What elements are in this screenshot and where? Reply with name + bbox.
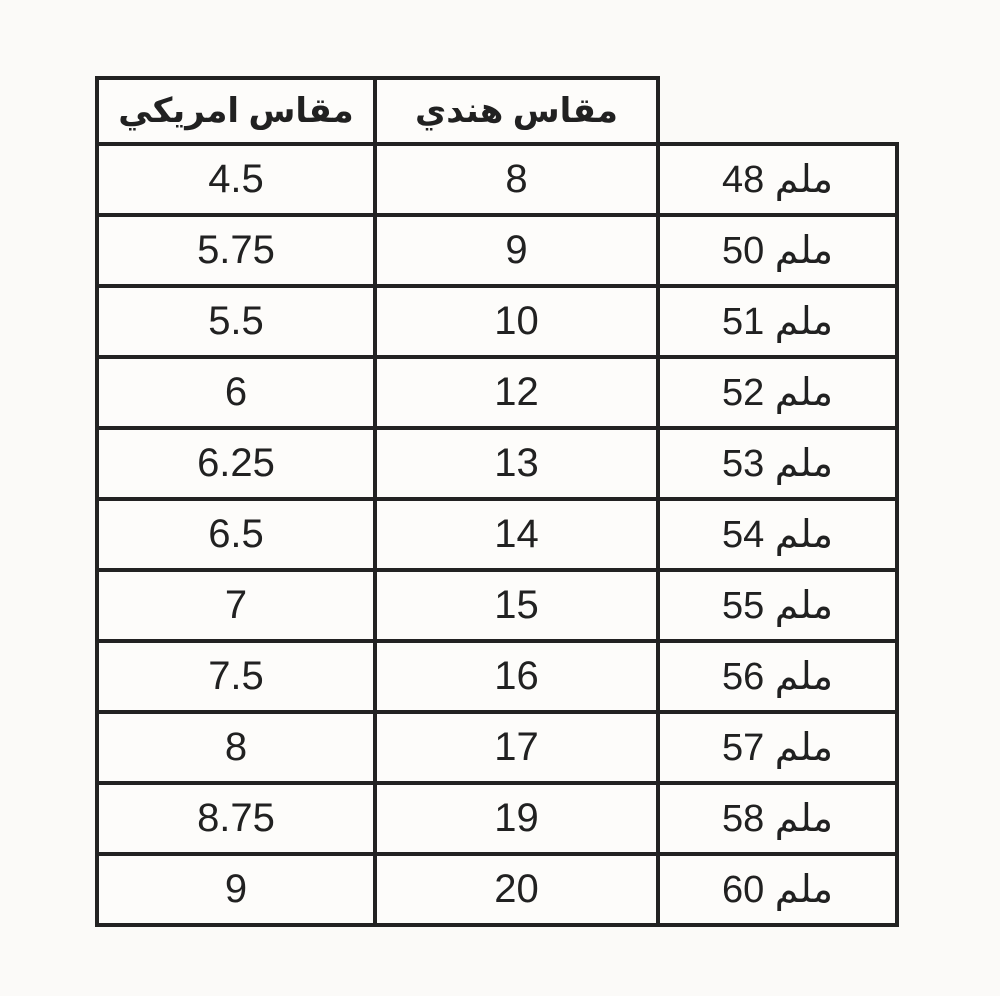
mm-cell: 57 ملم: [658, 712, 897, 783]
indian-size-cell: 17: [375, 712, 658, 783]
indian-size-header: مقاس هندي: [375, 78, 658, 144]
american-size-cell: 6.5: [97, 499, 375, 570]
indian-size-cell: 9: [375, 215, 658, 286]
table-row: [97, 570, 897, 641]
american-size-cell: 5.5: [97, 286, 375, 357]
table-row: [97, 783, 897, 854]
american-size-cell: 8: [97, 712, 375, 783]
american-size-cell: 8.75: [97, 783, 375, 854]
indian-size-cell: 13: [375, 428, 658, 499]
american-size-cell: 9: [97, 854, 375, 925]
american-size-header: مقاس امريكي: [97, 78, 375, 144]
indian-size-cell: 10: [375, 286, 658, 357]
indian-size-cell: 14: [375, 499, 658, 570]
indian-size-cell: 8: [375, 144, 658, 215]
table-row: [97, 712, 897, 783]
table-row: [97, 215, 897, 286]
mm-cell: 51 ملم: [658, 286, 897, 357]
table-row: [97, 854, 897, 925]
table-row: [97, 499, 897, 570]
mm-cell: 50 ملم: [658, 215, 897, 286]
table-row: [97, 641, 897, 712]
mm-cell: 48 ملم: [658, 144, 897, 215]
table-row: [97, 144, 897, 215]
american-size-cell: 6.25: [97, 428, 375, 499]
mm-cell: 52 ملم: [658, 357, 897, 428]
american-size-cell: 7.5: [97, 641, 375, 712]
mm-cell: 54 ملم: [658, 499, 897, 570]
american-size-cell: 5.75: [97, 215, 375, 286]
table-row: [97, 357, 897, 428]
indian-size-cell: 20: [375, 854, 658, 925]
indian-size-cell: 12: [375, 357, 658, 428]
mm-cell: 56 ملم: [658, 641, 897, 712]
size-conversion-table: [95, 76, 899, 927]
mm-column-empty-header: [658, 78, 897, 144]
mm-cell: 60 ملم: [658, 854, 897, 925]
mm-cell: 58 ملم: [658, 783, 897, 854]
header-row: [97, 78, 897, 144]
indian-size-cell: 15: [375, 570, 658, 641]
table-row: [97, 428, 897, 499]
table-row: [97, 286, 897, 357]
indian-size-cell: 16: [375, 641, 658, 712]
american-size-cell: 4.5: [97, 144, 375, 215]
american-size-cell: 6: [97, 357, 375, 428]
mm-cell: 55 ملم: [658, 570, 897, 641]
mm-cell: 53 ملم: [658, 428, 897, 499]
american-size-cell: 7: [97, 570, 375, 641]
indian-size-cell: 19: [375, 783, 658, 854]
